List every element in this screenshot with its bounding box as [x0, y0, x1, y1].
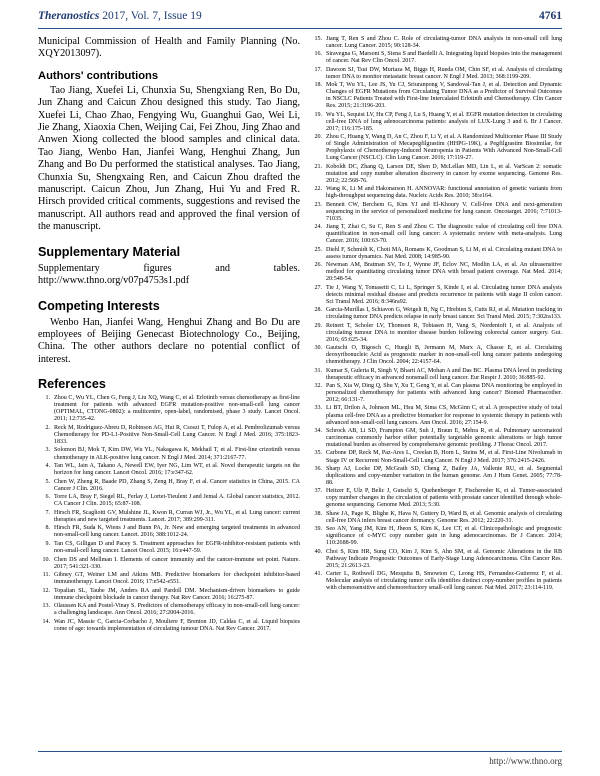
reference-item: [310, 428, 562, 449]
reference-text: Diehl F, Schmidt K, Choti MA, Romans K, Goodman S, Li M, et al. Circulating mutant DNA to assess tumor dynamics. Nat Med. 2008; 14:985-90.: [326, 246, 562, 260]
reference-text: Gibney GT, Weiner LM and Atkins MB. Predictive biomarkers for checkpoint inhibitor-based immunotherapy. Lancet Oncol. 2016; 17:e542-e551.: [54, 572, 300, 586]
journal-title: Theranostics 2017, Vol. 7, Issue 19: [38, 10, 202, 22]
reference-number: 11.: [42, 572, 50, 579]
reference-item: [310, 82, 562, 110]
reference-number: 4.: [45, 463, 50, 470]
reference-item: [38, 541, 300, 555]
right-column: [310, 36, 562, 594]
reference-text: Kumar S, Guleria R, Singh V, Bharti AC, Mohan A and Das BC. Plasma DNA level in predicting therapeutic efficacy in advanced nonsmall cell lung cancer. Eur Respir J. 2010; 36:885-92.: [326, 367, 562, 381]
reference-text: Pan S, Xia W, Ding Q, Shu Y, Xu T, Geng Y, et al. Can plasma DNA monitoring be employed in personalized chemotherapy for patients with advanced lung cancer? Biomed Pharmacother. 2012; 66:131-7.: [326, 383, 562, 404]
reference-number: 31.: [314, 367, 322, 374]
authors-contributions-heading: Authors' contributions: [38, 69, 159, 82]
page-header: [38, 10, 562, 30]
reference-text: Wu YL, Sequist LV, Hu CP, Feng J, Lu S, Huang Y, et al. EGFR mutation detection in circulating cell-free DNA of lung adenocarcinoma patients: analysis of LUX-Lung 3 and 6. Br J Cancer. 2017; 116:175-185.: [326, 111, 562, 132]
reference-text: Heitzer E, Ulz P, Belic J, Gutschi S, Quehenberger F, Fischereder K, et al. Tumor-associated copy number changes in the circulation of patients with prostate cancer identified through whole-genome sequencing. Genome Med. 2013; 5:30.: [326, 488, 562, 509]
reference-item: [38, 395, 300, 423]
reference-item: [310, 571, 562, 592]
reference-number: 16.: [314, 51, 322, 58]
volume-info: 2017, Vol. 7, Issue 19: [102, 10, 202, 22]
footer-divider: [38, 751, 562, 752]
reference-text: Seo AN, Yang JM, Kim H, Jheon S, Kim K, Lee CT, et al. Clinicopathologic and prognostic significance of c-MYC copy number gain in lung adenocarcinomas. Br J Cancer. 2014; 110:2688-99.: [326, 526, 562, 547]
reference-number: 5.: [45, 478, 50, 485]
reference-item: [310, 36, 562, 50]
reference-number: 40.: [314, 548, 322, 555]
reference-text: Dawson SJ, Tsui DW, Murtaza M, Biggs H, Rueda OM, Chin SF, et al. Analysis of circulating tumor DNA to monitor metastatic breast cancer. N Engl J Med. 2013; 368:1199-209.: [326, 66, 562, 80]
reference-number: 21.: [314, 163, 322, 170]
reference-text: Reinert T, Scholer LV, Thomsen R, Tobiasen H, Vang S, Nordentoft I, et al. Analysis of circulating tumour DNA to monitor disease burden following colorectal cancer surgery. Gut. 2016; 65:625-34.: [326, 322, 562, 343]
reference-text: Jiang T, Zhai C, Su C, Ren S and Zhou C. The diagnostic value of circulating cell free DNA quantification in non-small cell lung cancer: A systematic review with meta-analysis. Lung Cancer. 2016; 100:63-70.: [326, 224, 562, 245]
reference-item: [310, 526, 562, 547]
reference-number: 8.: [45, 525, 50, 532]
reference-number: 6.: [45, 494, 50, 501]
supplementary-text[interactable]: Supplementary figures and tables. http://www.thno.org/v07p4753s1.pdf: [38, 262, 300, 287]
reference-number: 19.: [314, 111, 322, 118]
reference-number: 20.: [314, 134, 322, 141]
reference-item: [310, 345, 562, 366]
left-column: [38, 36, 300, 635]
reference-item: [310, 511, 562, 525]
reference-item: [38, 447, 300, 461]
reference-item: [310, 51, 562, 65]
reference-text: Zhou C, Wu YL, Chen G, Feng J, Liu XQ, Wang C, et al. Erlotinib versus chemotherapy as first-line treatment for patients with advanced EGFR mutation-positive non-small-cell lung cancer (OPTIMAL, CTONG-0802): a multicentre, open-label, randomised, phase 3 study. Lancet Oncol. 2011; 12:735-42.: [54, 395, 300, 423]
reference-item: [38, 572, 300, 586]
reference-item: [38, 588, 300, 602]
reference-item: [38, 425, 300, 446]
reference-item: [310, 405, 562, 426]
reference-item: [310, 134, 562, 162]
reference-text: Torre LA, Bray F, Siegel RL, Ferlay J, Lortet-Tieulent J and Jemal A. Global cancer statistics, 2012. CA Cancer J Clin. 2015; 65:87-108.: [54, 494, 300, 508]
reference-list-right: [310, 36, 562, 592]
reference-item: [310, 383, 562, 404]
funding-text: Municipal Commission of Health and Family Planning (No. XQY2013097).: [38, 36, 300, 60]
reference-item: [38, 494, 300, 508]
reference-text: Carter L, Rothwell DG, Mesquita B, Smowton C, Leong HS, Fernandez-Gutierrez F, et al. Molecular analysis of circulating tumor cells identifies distinct copy-number profiles in patients with chemosensitive and chemorefractory small-cell lung cancer. Nat Med. 2017; 23:114-119.: [326, 571, 562, 592]
reference-number: 3.: [45, 447, 50, 454]
reference-number: 12.: [42, 587, 50, 594]
reference-item: [310, 186, 562, 200]
reference-text: Jiang T, Ren S and Zhou C. Role of circulating-tumor DNA analysis in non-small cell lung cancer. Lung Cancer. 2015; 90:128-34.: [326, 36, 562, 50]
reference-number: 29.: [314, 322, 322, 329]
reference-number: 22.: [314, 186, 322, 193]
reference-text: Bennett CW, Berchem G, Kim YJ and El-Khoury V. Cell-free DNA and next-generation sequencing in the service of personalized medicine for lung cancer. Oncotarget. 2016; 7:71013-71035.: [326, 201, 562, 222]
reference-item: [310, 164, 562, 185]
reference-item: [310, 67, 562, 81]
reference-text: Newman AM, Bratman SV, To J, Wynne JF, Eclov NC, Modlin LA, et al. An ultrasensitive method for quantitating circulating tumor DNA with broad patient coverage. Nat Med. 2014; 20:548-54.: [326, 262, 562, 283]
reference-text: Wan JC, Massie C, Garcia-Corbacho J, Mouliere F, Brenton JD, Caldas C, et al. Liquid biopsies come of age: towards implementation of circulating tumour DNA. Nat Rev Cancer. 2017.: [54, 618, 300, 633]
header-divider: [38, 28, 562, 29]
reference-text: Solomon BJ, Mok T, Kim DW, Wu YL, Nakagawa K, Mekhail T, et al. First-line crizotinib versus chemotherapy in ALK-positive lung cancer. N Engl J Med. 2014; 371:2167-77.: [54, 447, 300, 461]
reference-text: Hirsch FR, Scagliotti GV, Mulshine JL, Kwon R, Curran WJ, Jr., Wu YL, et al. Lung cancer: current therapies and new targeted treatments. Lancet. 2017; 389:299-311.: [54, 509, 300, 523]
reference-item: [310, 307, 562, 321]
reference-item: [310, 224, 562, 245]
supplementary-heading: Supplementary Material: [38, 244, 181, 259]
reference-item: [310, 112, 562, 133]
reference-item: [38, 603, 300, 617]
reference-number: 28.: [314, 307, 322, 314]
reference-item: [310, 466, 562, 487]
reference-item: [38, 557, 300, 571]
reference-number: 30.: [314, 345, 322, 352]
reference-text: Sharp AJ, Locke DP, McGrath SD, Cheng Z, Bailey JA, Vallente RU, et al. Segmental duplications and copy-number variation in the human genome. Am J Hum Genet. 2005; 77:78-88.: [326, 465, 562, 486]
reference-text: Siravegna G, Marsoni S, Siena S and Bardelli A. Integrating liquid biopsies into the management of cancer. Nat Rev Clin Oncol. 2017.: [326, 51, 562, 65]
reference-text: Hirsch FR, Suda K, Wiens J and Bunn PA, Jr. New and emerging targeted treatments in advanced non-small-cell lung cancer. Lancet. 2016; 388:1012-24.: [54, 525, 300, 539]
reference-number: 33.: [314, 405, 322, 412]
reference-number: 32.: [314, 383, 322, 389]
reference-text: Tan CS, Gilligan D and Pacey S. Treatment approaches for EGFR-inhibitor-resistant patients with non-small-cell lung cancer. Lancet Oncol. 2015; 16:e447-59.: [54, 541, 300, 555]
page-number: 4761: [539, 10, 562, 22]
reference-number: 34.: [314, 427, 322, 434]
reference-text: Schrock AB, Li SD, Frampton GM, Suh J, Braun E, Mehra R, et al. Pulmonary sarcomatoid carcinomas commonly harbor either potentially targetable genomic alterations or high tumor mutational burden as observed by comprehensive genomic profiling. J Thorac Oncol. 2017.: [326, 427, 562, 449]
reference-number: 37.: [314, 488, 322, 495]
reference-text: Tan WL, Jain A, Takano A, Newell EW, Iyer NG, Lim WT, et al. Novel therapeutic targets on the horizon for lung cancer. Lancet Oncol. 2016; 17:e347-62.: [54, 463, 300, 477]
reference-number: 18.: [314, 82, 322, 89]
reference-number: 26.: [314, 262, 322, 269]
reference-number: 9.: [45, 541, 50, 548]
references-heading: References: [38, 377, 106, 392]
reference-number: 25.: [314, 246, 322, 253]
reference-list-left: [38, 395, 300, 633]
reference-item: [38, 619, 300, 633]
reference-text: Topalian SL, Taube JM, Anders RA and Pardoll DM. Mechanism-driven biomarkers to guide immune checkpoint blockade in cancer therapy. Nat Rev Cancer. 2016; 16:275-87.: [54, 587, 300, 601]
reference-item: [38, 479, 300, 493]
reference-text: Gautschi O, Bigosch C, Huegli B, Jermann M, Marx A, Chasse E, et al. Circulating deoxyribonucleic Acid as prognostic marker in non-small-cell lung cancer patients undergoing chemotherapy. J Clin Oncol. 2004; 22:4157-64.: [326, 345, 562, 366]
reference-item: [310, 549, 562, 570]
reference-number: 17.: [314, 66, 322, 73]
reference-number: 38.: [314, 510, 322, 517]
reference-number: 15.: [314, 36, 322, 42]
reference-number: 41.: [314, 571, 322, 578]
reference-number: 10.: [42, 556, 50, 563]
reference-text: Mok T, Wu YL, Lee JS, Yu CJ, Sriuranpong V, Sandoval-Tan J, et al. Detection and Dynamic Changes of EGFR Mutations from Circulating Tumor DNA as a Predictor of Survival Outcomes in NSCLC Patients Treated with First-line Intercalated Erlotinib and Chemotherapy. Clin Cancer Res. 2015; 21:3196-203.: [326, 82, 562, 110]
reference-number: 36.: [314, 465, 322, 472]
reference-number: 1.: [45, 395, 50, 402]
reference-text: Shaw JA, Page K, Blighe K, Hava N, Guttery D, Ward B, et al. Genomic analysis of circulating cell-free DNA infers breast cancer dormancy. Genome Res. 2012; 22:220-31.: [326, 510, 562, 524]
competing-interests-heading: Competing Interests: [38, 298, 160, 313]
reference-text: Chen W, Zheng R, Baade PD, Zhang S, Zeng H, Bray F, et al. Cancer statistics in China, 2015. CA Cancer J Clin. 2016.: [54, 478, 300, 492]
reference-number: 2.: [45, 424, 50, 431]
reference-text: Koboldt DC, Zhang Q, Larson DE, Shen D, McLellan MD, Lin L, et al. VarScan 2: somatic mutation and copy number alteration discovery in cancer by exome sequencing. Genome Res. 2012; 22:568-76.: [326, 163, 562, 184]
reference-item: [310, 450, 562, 464]
reference-text: Chen DS and Mellman I. Elements of cancer immunity and the cancer-immune set point. Nature. 2017; 541:321-330.: [54, 556, 300, 570]
reference-number: 39.: [314, 526, 322, 533]
reference-item: [38, 510, 300, 524]
reference-number: 14.: [42, 618, 50, 625]
reference-item: [310, 368, 562, 382]
reference-number: 27.: [314, 284, 322, 291]
competing-interests-text: Wenbo Han, Jianfei Wang, Henghui Zhang and Bo Du are employees of Beijing Genecast Biotechnology Co., Beijing, China. The other authors declare no potential conflict of interest.: [38, 316, 300, 365]
reference-item: [310, 262, 562, 283]
reference-item: [310, 323, 562, 344]
reference-item: [310, 488, 562, 509]
reference-item: [310, 247, 562, 261]
reference-number: 7.: [45, 509, 50, 516]
reference-text: Carbone DP, Reck M, Paz-Ares L, Creelan B, Horn L, Steins M, et al. First-Line Nivolumab in Stage IV or Recurrent Non-Small-Cell Lung Cancer. N Engl J Med. 2017; 376:2415-2426.: [326, 450, 562, 464]
reference-item: [38, 463, 300, 477]
reference-text: Zhou C, Huang Y, Wang D, An C, Zhou F, Li Y, et al. A Randomized Multicenter Phase III Study of Single Administration of Mecapegfilgrastim (HHPG-19K), a Pegfilgrastim Biosimilar, for Prophylaxis of Chemotherapy-Induced Neutropenia in Patients With Advanced Non-Small-Cell Lung Cancer (NSCLC). Clin Lung Cancer. 2016; 17:119-27.: [326, 134, 562, 162]
authors-contributions-text: Tao Jiang, Xuefei Li, Chunxia Su, Shengxiang Ren, Bo Du, Jun Zhang and Caicun Zhou designed this study. Tao Jiang, Xuefei Li, Chao Zhao, Fengying Wu, Guanghui Gao, Wei Li, Jie Zhang, Xiaoxia Chen, Weijing Cai, Fei Zhou, Jing Zhao and Anwen Xiong collected the blood samples and clinical data. Tao Jiang, Wenbo Han, Jianfei Wang, Henghui Zhang, Jun Zhang and Bo Du performed the statistical analyses. Tao Jiang, Chunxia Su, Shengxaing Ren, and Caicun Zhou drafted the manuscript. Caicun Zhou, Jun Zhang, Hui Yu and Fred R. Hirsch provided critical comments, suggestions and revised the manuscript. All authors read and approved the final version of the manuscript.: [38, 84, 300, 233]
reference-item: [310, 285, 562, 306]
reference-text: Tie J, Wang Y, Tomasetti C, Li L, Springer S, Kinde I, et al. Circulating tumor DNA analysis detects minimal residual disease and predicts recurrence in patients with stage II colon cancer. Sci Transl Med. 2016; 8:346ra92.: [326, 284, 562, 305]
reference-number: 23.: [314, 201, 322, 208]
reference-number: 35.: [314, 450, 322, 457]
reference-text: Choi S, Kim HR, Sung CO, Kim J, Kim S, Ahn SM, et al. Genomic Alterations in the RB Pathway Indicate Prognostic Outcomes of Early-Stage Lung Adenocarcinoma. Clin Cancer Res. 2015; 21:2613-23.: [326, 548, 562, 569]
reference-item: [38, 525, 300, 539]
reference-text: Olaussen KA and Postel-Vinay S. Predictors of chemotherapy efficacy in non-small-cell lung cancer: a challenging landscape. Ann Oncol. 2016; 27:2004-2016.: [54, 603, 300, 617]
reference-text: Garcia-Murillas I, Schiavon G, Weigelt B, Ng C, Hrebien S, Cutts RJ, et al. Mutation tracking in circulating tumor DNA predicts relapse in early breast cancer. Sci Transl Med. 2015; 7:302ra133.: [326, 307, 562, 321]
reference-number: 13.: [42, 603, 50, 610]
reference-item: [310, 202, 562, 223]
reference-text: Reck M, Rodriguez-Abreu D, Robinson AG, Hui R, Csoszi T, Fulop A, et al. Pembrolizumab versus Chemotherapy for PD-L1-Positive Non-Small-Cell Lung Cancer. N Engl J Med. 2016; 375:1823-1833.: [54, 424, 300, 445]
reference-number: 24.: [314, 224, 322, 231]
reference-text: Li BT, Drilon A, Johnson ML, Hsu M, Sima CS, McGinn C, et al. A prospective study of total plasma cell-free DNA as a predictive biomarker for response to systemic therapy in patients with advanced non-small-cell lung cancers. Ann Oncol. 2016; 27:154-9.: [326, 405, 562, 426]
footer-url[interactable]: http://www.thno.org: [489, 756, 562, 766]
reference-text: Wang K, Li M and Hakonarson H. ANNOVAR: functional annotation of genetic variants from high-throughput sequencing data. Nucleic Acids Res. 2010; 38:e164.: [326, 186, 562, 200]
